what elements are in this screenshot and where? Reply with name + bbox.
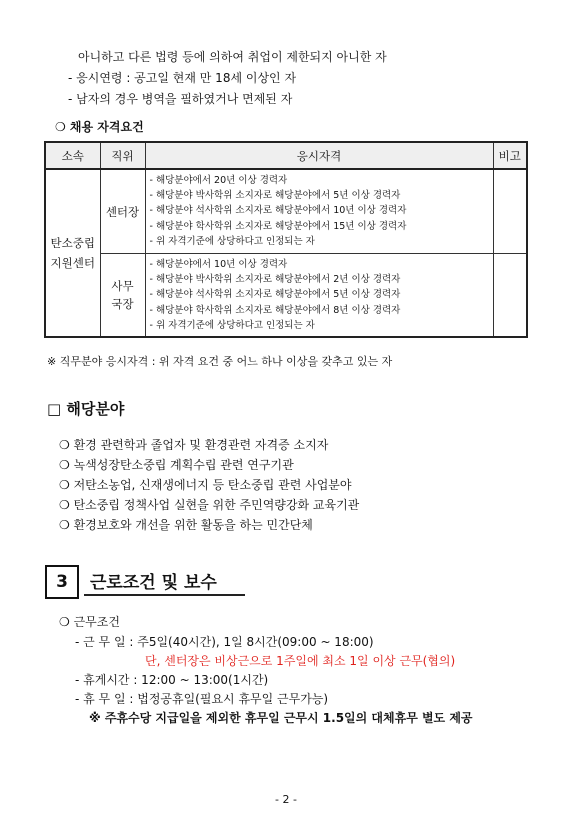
work-days-line xyxy=(75,633,374,650)
position-cell xyxy=(100,254,145,338)
header-note: 비고 xyxy=(493,142,527,169)
criteria-line: - 해당분야 박사학위 소지자로 해당분야에서 5년 이상 경력자 xyxy=(149,190,401,202)
field-item: ❍ 저탄소농업, 신재생에너지 등 탄소중립 관련 사업분야 xyxy=(59,478,352,492)
qualification-heading: ❍ 채용 자격요건 xyxy=(55,120,144,134)
table-row xyxy=(45,169,527,254)
criteria-line: - 위 자격기준에 상당하다고 인정되는 자 xyxy=(149,319,315,331)
header-position: 직위 xyxy=(100,142,145,169)
intro-line-1: 아니하고 다른 법령 등에 의하여 취업이 제한되지 아니한 자 xyxy=(78,50,387,64)
work-days-value: 주5일(40시간), 1일 8시간(09:00 ~ 18:00) xyxy=(137,635,374,649)
org-line: 지원센터 xyxy=(50,256,95,270)
holiday-line: - 휴 무 일 : 법정공휴일(필요시 휴무일 근무가능) xyxy=(75,692,329,706)
field-item: ❍ 탄소중립 정책사업 실현을 위한 주민역량강화 교육기관 xyxy=(59,498,360,512)
criteria-line: - 해당분야에서 10년 이상 경력자 xyxy=(149,259,288,270)
work-conditions-heading: ❍ 근무조건 xyxy=(59,615,120,629)
org-line: 탄소중립 xyxy=(50,236,95,250)
criteria-line: - 해당분야 박사학위 소지자로 해당분야에서 2년 이상 경력자 xyxy=(149,274,401,286)
criteria-line: - 위 자격기준에 상당하다고 인정되는 자 xyxy=(149,235,315,247)
criteria-line: - 해당분야 석사학위 소지자로 해당분야에서 10년 이상 경력자 xyxy=(149,205,407,217)
note-cell xyxy=(493,254,527,338)
military-requirement: - 남자의 경우 병역을 필하였거나 면제된 자 xyxy=(68,92,293,106)
holiday-note: ※ 주휴수당 지급일을 제외한 휴무일 근무시 1.5일의 대체휴무 별도 제공 xyxy=(89,711,473,725)
position-label: 센터장 xyxy=(105,204,140,219)
section-number: 3 xyxy=(56,572,68,592)
field-item: ❍ 환경보호와 개선을 위한 활동을 하는 민간단체 xyxy=(59,518,313,532)
work-days-label: - 근 무 일 : xyxy=(75,635,138,649)
age-requirement: - 응시연령 : 공고일 현재 만 18세 이상인 자 xyxy=(68,71,297,85)
position-cell xyxy=(100,169,145,254)
org-cell xyxy=(45,169,100,337)
note-cell xyxy=(493,169,527,254)
position-label: 국장 xyxy=(111,297,134,311)
break-time-line: - 휴게시간 : 12:00 ~ 13:00(1시간) xyxy=(75,673,269,687)
criteria-line: - 해당분야 학사학위 소지자로 해당분야에서 8년 이상 경력자 xyxy=(149,304,401,316)
header-org: 소속 xyxy=(45,142,100,169)
section-number-box xyxy=(45,565,79,599)
qualification-table xyxy=(44,141,528,338)
position-label: 사무 xyxy=(111,279,134,293)
criteria-line: - 해당분야 학사학위 소지자로 해당분야에서 15년 이상 경력자 xyxy=(149,220,407,232)
page-number: - 2 - xyxy=(275,793,297,806)
section-title: 근로조건 및 보수 xyxy=(90,573,217,593)
table-row xyxy=(45,254,527,338)
criteria-line: - 해당분야 석사학위 소지자로 해당분야에서 5년 이상 경력자 xyxy=(149,289,401,301)
criteria-line: - 해당분야에서 20년 이상 경력자 xyxy=(149,175,288,186)
work-days-note: 단, 센터장은 비상근으로 1주일에 최소 1일 이상 근무(협의) xyxy=(145,654,456,668)
header-criteria: 응시자격 xyxy=(145,142,493,169)
field-heading: □ 해당분야 xyxy=(47,400,125,418)
qualification-footnote: ※ 직무분야 응시자격 : 위 자격 요건 중 어느 하나 이상을 갖추고 있는 자 xyxy=(47,355,393,368)
criteria-cell xyxy=(145,169,493,254)
table-header-row xyxy=(45,142,527,169)
field-item: ❍ 환경 관련학과 졸업자 및 환경관련 자격증 소지자 xyxy=(59,438,329,452)
field-item: ❍ 녹색성장탄소중립 계획수립 관련 연구기관 xyxy=(59,458,294,472)
criteria-cell xyxy=(145,254,493,338)
section-title-underline xyxy=(84,594,245,596)
